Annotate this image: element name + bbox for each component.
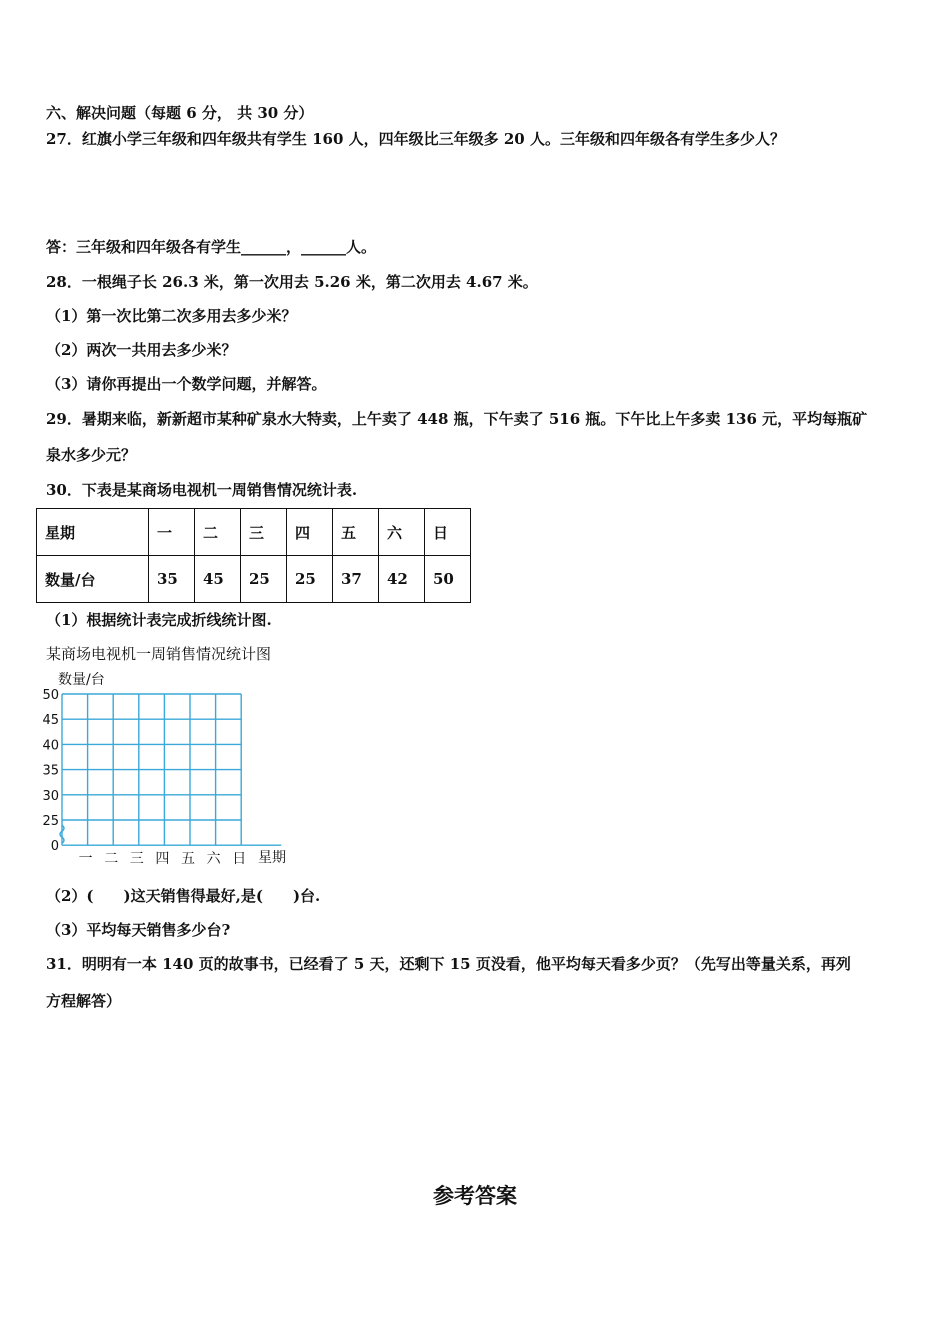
table-header-quantity: 数量/台 xyxy=(37,556,149,603)
line-chart xyxy=(38,668,308,868)
table-cell: 25 xyxy=(287,556,333,603)
chart-grid xyxy=(60,694,281,845)
y-tick-label: 35 xyxy=(42,763,59,779)
y-ticks xyxy=(42,688,59,854)
y-tick-label: 40 xyxy=(42,738,59,754)
question-31-line-2: 方程解答） xyxy=(46,992,122,1010)
question-27: 27．红旗小学三年级和四年级共有学生 160 人，四年级比三年级多 20 人。三年级和四年级各有学生多少人？ xyxy=(46,130,785,148)
x-tick-label: 二 xyxy=(104,851,119,868)
section-heading: 六、解决问题（每题 6 分， 共 30 分） xyxy=(46,104,314,122)
table-row xyxy=(37,509,471,556)
table-cell: 45 xyxy=(195,556,241,603)
y-tick-label: 30 xyxy=(42,788,59,804)
question-28-part-2: （2）两次一共用去多少米？ xyxy=(46,341,237,359)
x-axis-label: 星期 xyxy=(258,850,286,866)
question-30-part-2: （2）( )这天销售得最好,是( )台. xyxy=(46,887,321,905)
question-31-line-1: 31．明明有一本 140 页的故事书，已经看了 5 天，还剩下 15 页没看，他平均每天看多少页？（先写出等量关系，再列 xyxy=(46,955,851,973)
table-cell: 25 xyxy=(241,556,287,603)
question-29-line-2: 泉水多少元？ xyxy=(46,446,137,464)
x-tick-label: 六 xyxy=(206,851,221,868)
sales-table xyxy=(36,508,471,603)
table-cell: 42 xyxy=(379,556,425,603)
table-cell: 四 xyxy=(287,509,333,556)
table-cell: 五 xyxy=(333,509,379,556)
y-axis-label: 数量/台 xyxy=(58,672,105,688)
table-cell: 日 xyxy=(425,509,471,556)
y-tick-label: 0 xyxy=(50,839,59,855)
table-cell: 二 xyxy=(195,509,241,556)
table-cell: 三 xyxy=(241,509,287,556)
answer-section-title: 参考答案 xyxy=(433,1184,517,1208)
table-cell: 六 xyxy=(379,509,425,556)
x-tick-label: 三 xyxy=(129,851,144,868)
table-cell: 一 xyxy=(149,509,195,556)
y-tick-label: 45 xyxy=(42,713,59,729)
x-ticks xyxy=(79,851,247,867)
question-27-answer: 答：三年级和四年级各有学生______，______人。 xyxy=(46,238,377,256)
x-tick-label: 五 xyxy=(181,851,195,868)
question-30-part-3: （3）平均每天销售多少台? xyxy=(46,921,231,939)
question-28: 28．一根绳子长 26.3 米，第一次用去 5.26 米，第二次用去 4.67 米。 xyxy=(46,273,538,291)
x-tick-label: 一 xyxy=(78,851,93,868)
question-29-line-1: 29．暑期来临，新新超市某种矿泉水大特卖，上午卖了 448 瓶，下午卖了 516 瓶。下午比上午多卖 136 元，平均每瓶矿 xyxy=(46,410,868,428)
question-30-part-1: （1）根据统计表完成折线统计图. xyxy=(46,611,272,629)
table-cell: 37 xyxy=(333,556,379,603)
y-tick-label: 50 xyxy=(42,688,59,703)
table-row xyxy=(37,556,471,603)
question-30: 30．下表是某商场电视机一周销售情况统计表. xyxy=(46,481,358,499)
table-cell: 35 xyxy=(149,556,195,603)
chart-title: 某商场电视机一周销售情况统计图 xyxy=(46,645,272,663)
y-tick-label: 25 xyxy=(42,814,59,829)
table-cell: 50 xyxy=(425,556,471,603)
table-header-weekday: 星期 xyxy=(37,509,149,556)
x-tick-label: 四 xyxy=(155,851,170,868)
x-tick-label: 日 xyxy=(232,851,247,868)
question-28-part-1: （1）第一次比第二次多用去多少米？ xyxy=(46,307,297,325)
question-28-part-3: （3）请你再提出一个数学问题，并解答。 xyxy=(46,375,327,393)
